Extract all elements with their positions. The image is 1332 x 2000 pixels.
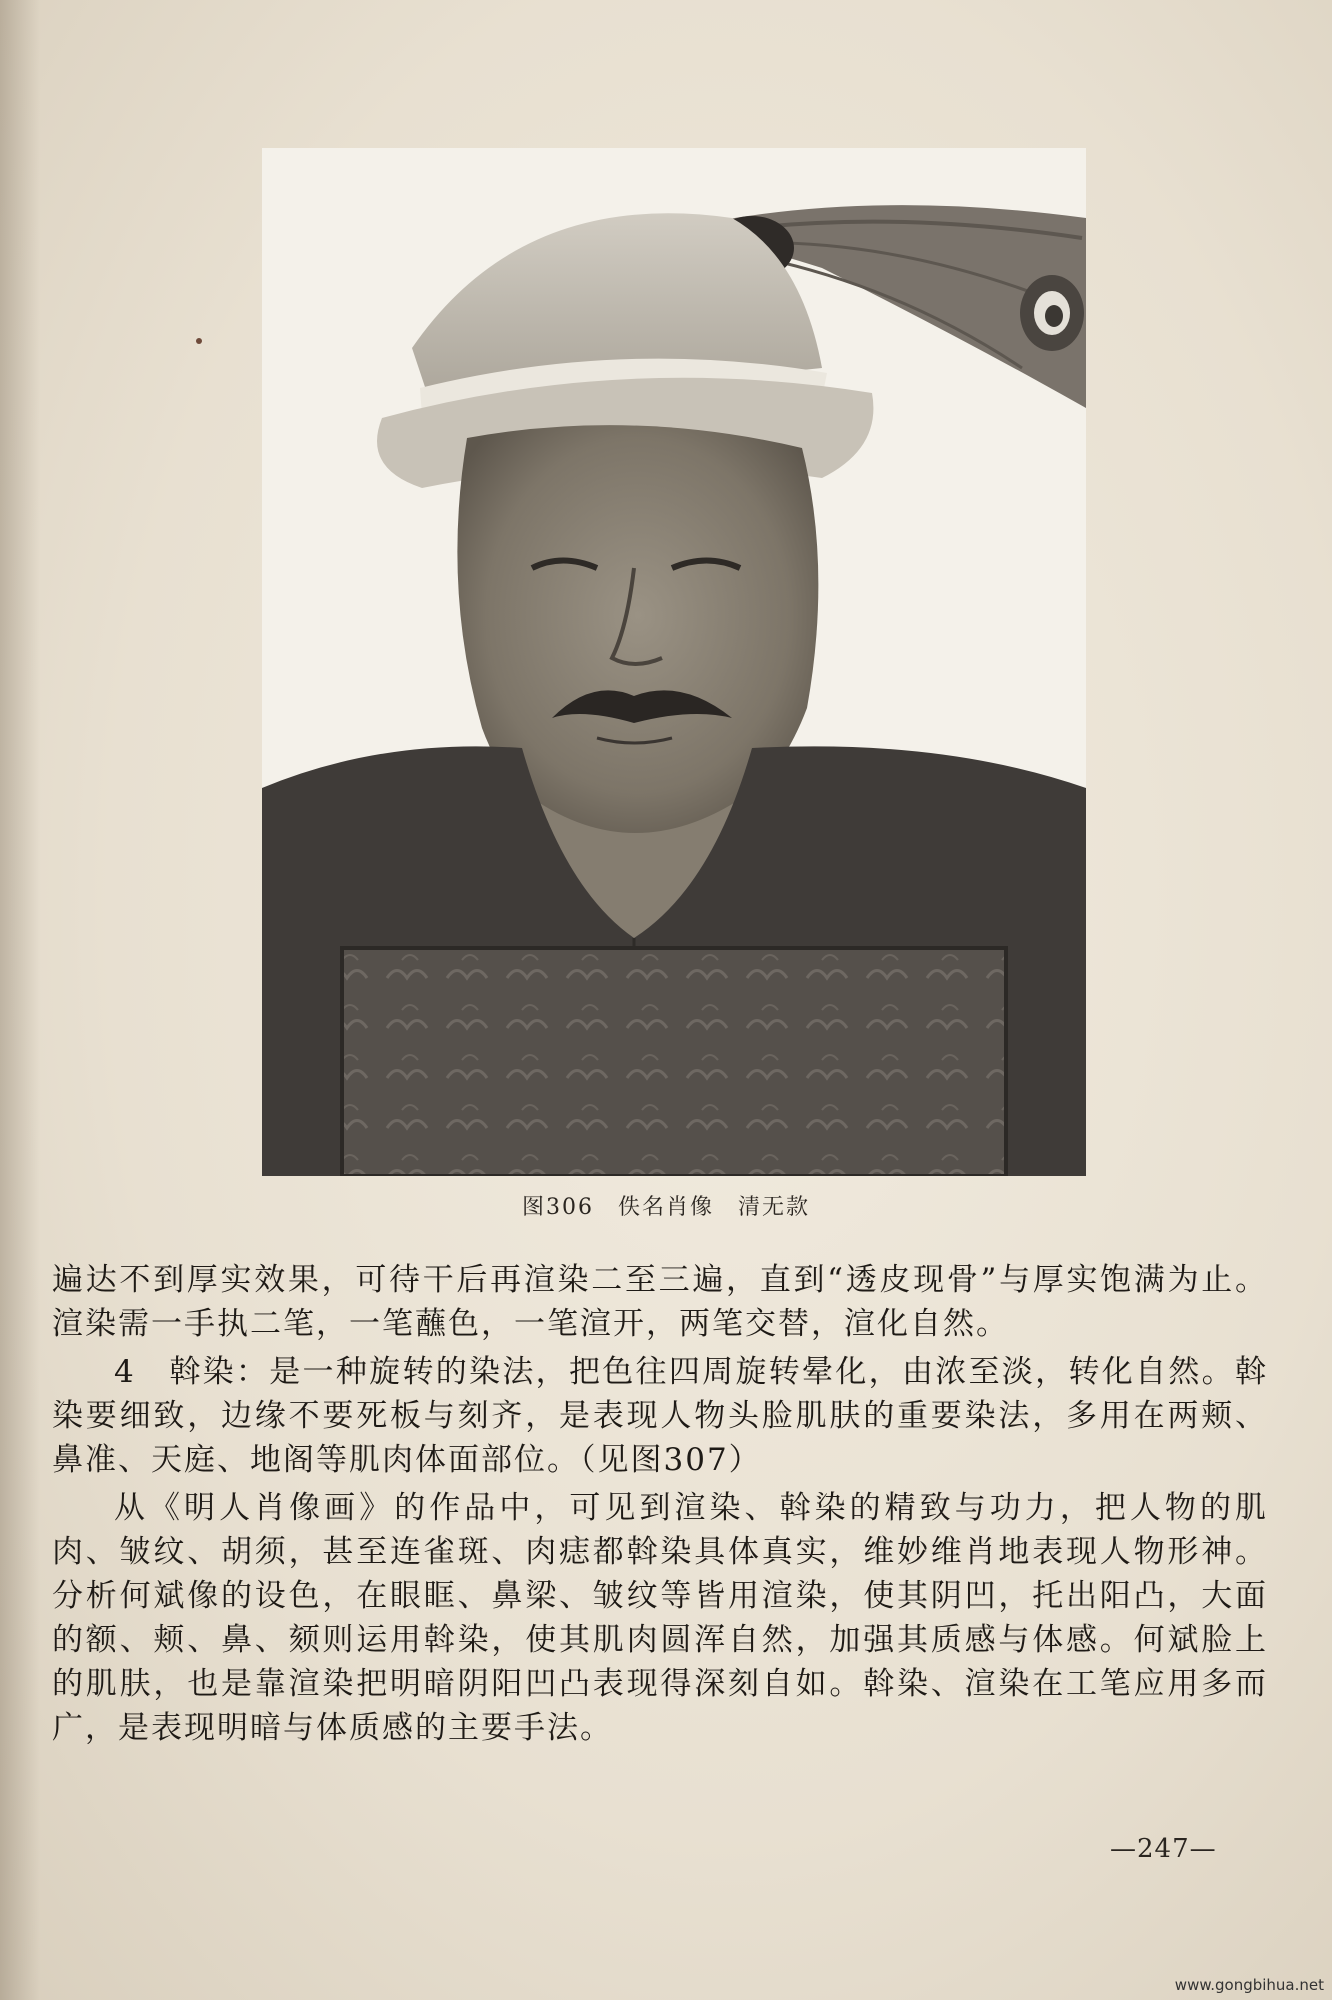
portrait-illustration [262,148,1086,1176]
paper-speck [196,338,202,344]
paragraph-2: 4 斡染：是一种旋转的染法，把色往四周旋转晕化，由浓至淡，转化自然。斡染要细致，边缘不要死板与刻齐，是表现人物头脸肌肤的重要染法，多用在两颊、鼻准、天庭、地阁等肌肉体面部位。（见图307） [52,1354,1268,1478]
watermark: www.gongbihua.net [1174,1976,1324,1994]
paragraph-3: 从《明人肖像画》的作品中，可见到渲染、斡染的精致与功力，把人物的肌肉、皱纹、胡须，甚至连雀斑、肉痣都斡染具体真实，维妙维肖地表现人物形神。分析何斌像的设色，在眼眶、鼻梁、皱纹等皆用渲染，使其阴凹，托出阳凸，大面的额、颊、鼻、颏则运用斡染，使其肌肉圆浑自然，加强其质感与体感。何斌脸上的肌肤，也是靠渲染把明暗阴阳凹凸表现得深刻自如。斡染、渲染在工笔应用多而广，是表现明暗与体质感的主要手法。 [52,1490,1268,1746]
rank-badge [342,948,1006,1176]
portrait-figure [262,148,1086,1176]
figure-caption: 图306 佚名肖像 清无款 [522,1195,810,1220]
page-number: —247— [1110,1834,1217,1864]
paragraph-1: 遍达不到厚实效果，可待干后再渲染二至三遍，直到“透皮现骨”与厚实饱满为止。渲染需一手执二笔，一笔蘸色，一笔渲开，两笔交替，渲化自然。 [52,1262,1268,1342]
body-text [52,1258,1268,1750]
spine-shadow [0,0,40,2000]
